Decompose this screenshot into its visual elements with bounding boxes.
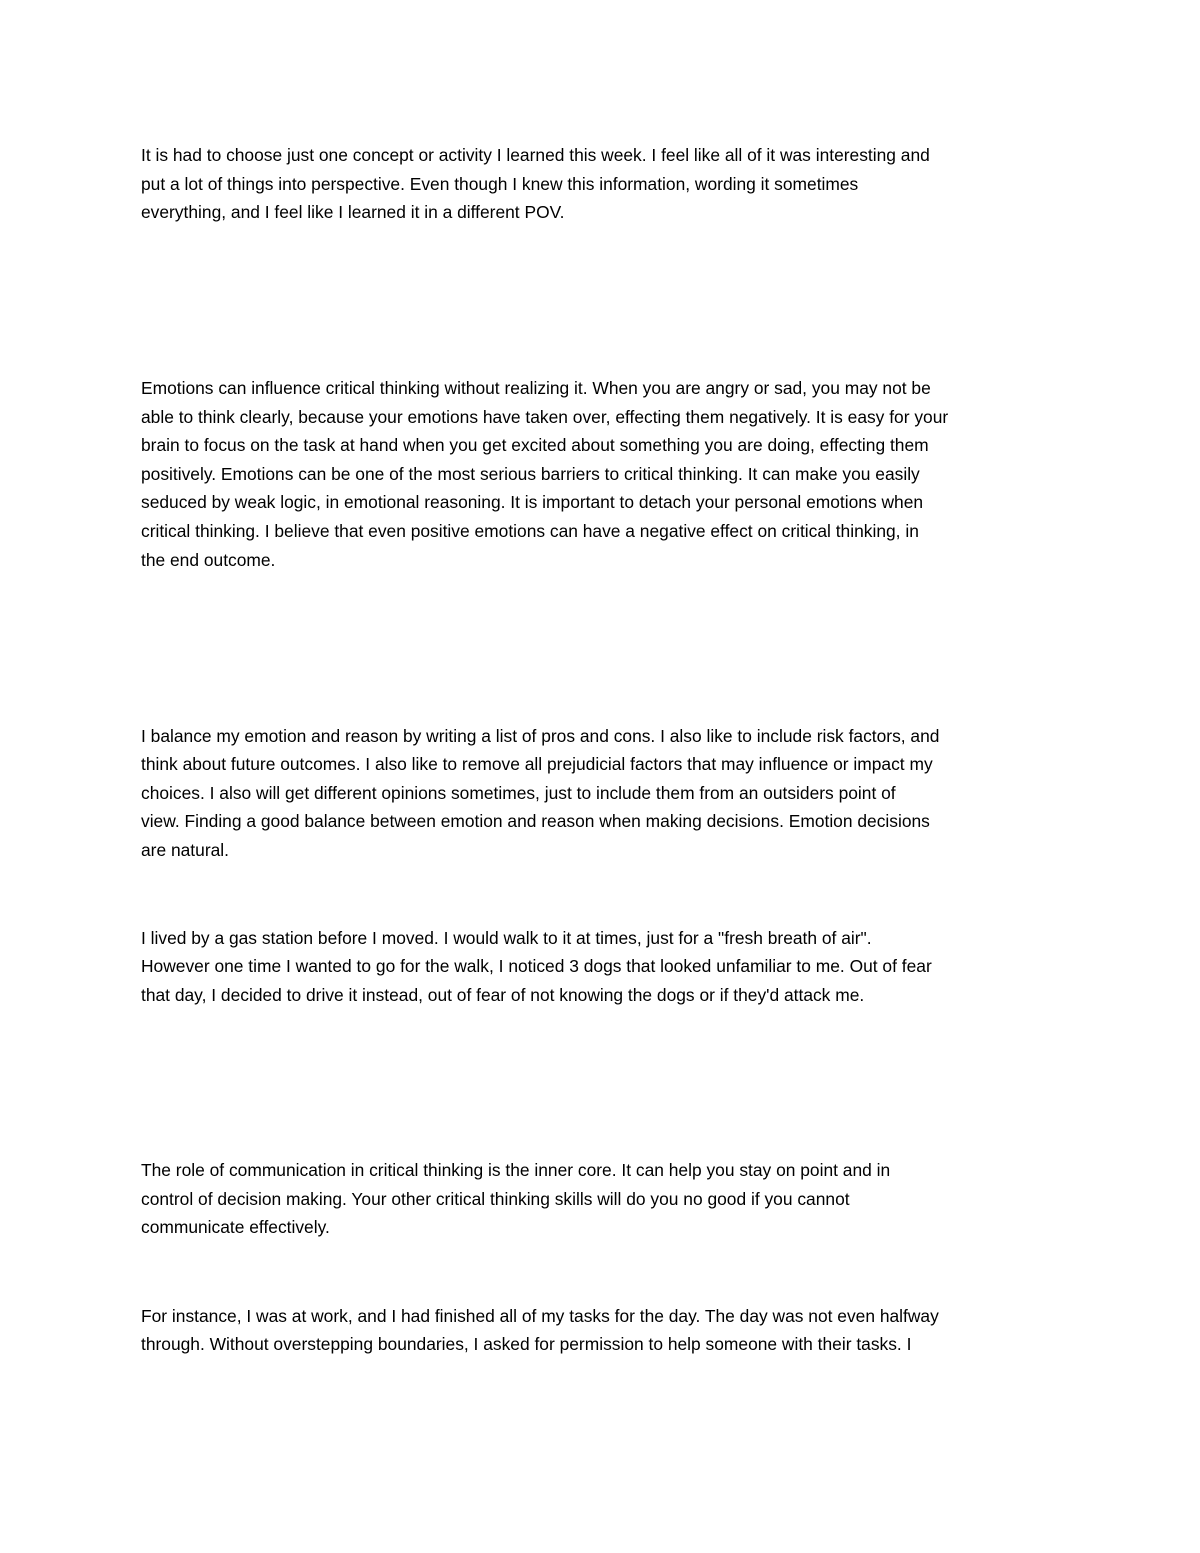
text-line: think about future outcomes. I also like to remove all prejudicial factors that may influence or impact my: [141, 754, 933, 774]
text-line: I balance my emotion and reason by writing a list of pros and cons. I also like to include risk factors, and: [141, 726, 940, 746]
text-line: However one time I wanted to go for the walk, I noticed 3 dogs that looked unfamiliar to me. Out of fear: [141, 956, 932, 976]
text-line: I lived by a gas station before I moved. I would walk to it at times, just for a "fresh breath of air".: [141, 928, 872, 948]
text-line: everything, and I feel like I learned it in a different POV.: [141, 202, 565, 222]
text-line: critical thinking. I believe that even positive emotions can have a negative effect on critical thinking, in: [141, 521, 919, 541]
text-line: seduced by weak logic, in emotional reasoning. It is important to detach your personal emotions when: [141, 492, 924, 512]
text-line: view. Finding a good balance between emotion and reason when making decisions. Emotion decisions: [141, 811, 930, 831]
text-line: choices. I also will get different opinions sometimes, just to include them from an outsiders point of: [141, 783, 896, 803]
text-line: communicate effectively.: [141, 1217, 330, 1237]
text-line: the end outcome.: [141, 550, 276, 570]
text-line: It is had to choose just one concept or activity I learned this week. I feel like all of it was interesting and: [141, 145, 930, 165]
text-line: brain to focus on the task at hand when you get excited about something you are doing, effecting them: [141, 435, 929, 455]
text-line: are natural.: [141, 840, 229, 860]
text-line: that day, I decided to drive it instead, out of fear of not knowing the dogs or if they'd attack me.: [141, 985, 865, 1005]
text-line: Emotions can influence critical thinking without realizing it. When you are angry or sad, you may not be: [141, 378, 931, 398]
text-line: able to think clearly, because your emotions have taken over, effecting them negatively. It is easy for your: [141, 407, 949, 427]
text-line: through. Without overstepping boundaries, I asked for permission to help someone with their tasks. I: [141, 1334, 912, 1354]
text-line: For instance, I was at work, and I had finished all of my tasks for the day. The day was not even halfway: [141, 1306, 939, 1326]
text-line: put a lot of things into perspective. Even though I knew this information, wording it sometimes: [141, 174, 859, 194]
text-line: The role of communication in critical thinking is the inner core. It can help you stay on point and in: [141, 1160, 891, 1180]
text-line: positively. Emotions can be one of the most serious barriers to critical thinking. It can make you easily: [141, 464, 920, 484]
text-line: control of decision making. Your other critical thinking skills will do you no good if you cannot: [141, 1189, 850, 1209]
